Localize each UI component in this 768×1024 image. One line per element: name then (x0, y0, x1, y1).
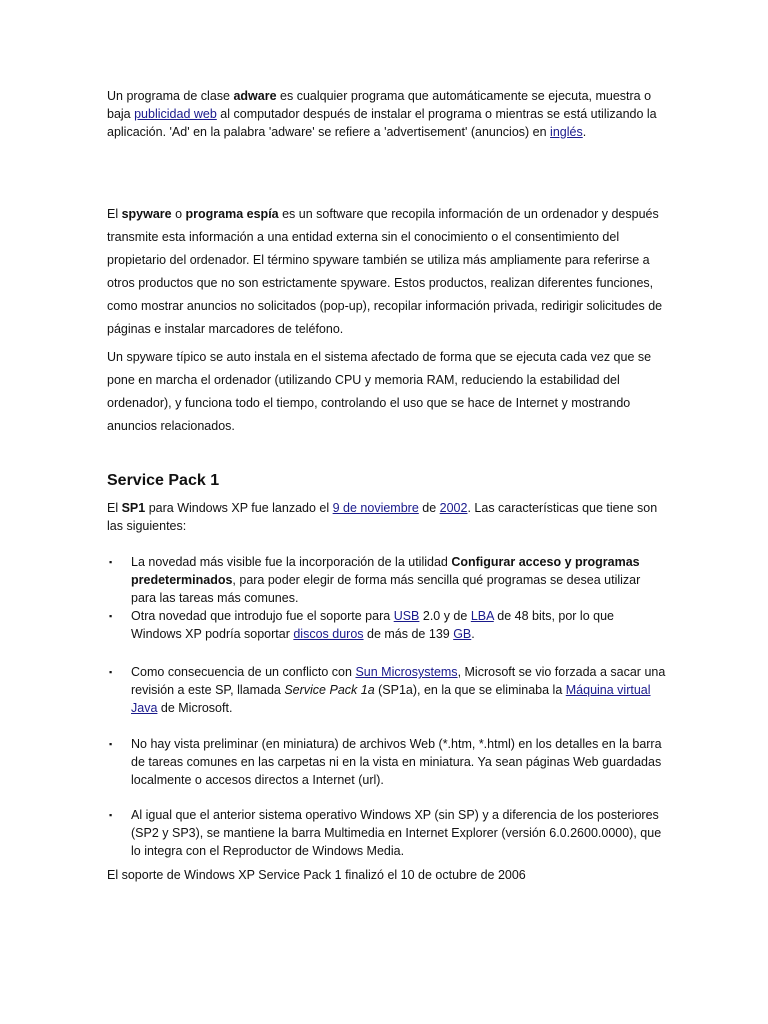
text-run: o (171, 207, 186, 221)
bold-term-programa-espia: programa espía (185, 207, 279, 221)
text-run: . Las características que tiene son las siguientes: (107, 501, 658, 533)
link-gb[interactable]: GB (453, 627, 472, 641)
bold-term-spyware: spyware (121, 207, 172, 221)
list-item (107, 553, 667, 607)
link-publicidad-web[interactable]: publicidad web (134, 107, 217, 121)
link-discos-duros[interactable]: discos duros (293, 627, 364, 641)
link-9-de-noviembre[interactable]: 9 de noviembre (332, 501, 419, 515)
text-run: es cualquier programa que automáticamente se ejecuta, muestra o baja (107, 89, 652, 121)
list-item (107, 806, 667, 860)
text-run: , para poder elegir de forma más sencilla qué programas se desea utilizar para las tareas más comunes. (131, 573, 641, 605)
text-run: . (471, 627, 475, 641)
bold-term-adware: adware (233, 89, 277, 103)
link-lba[interactable]: LBA (470, 609, 494, 623)
spyware-paragraph-1 (107, 203, 663, 341)
link-sun-microsystems[interactable]: Sun Microsystems (355, 665, 458, 679)
link-2002[interactable]: 2002 (439, 501, 468, 515)
section-heading-service-pack-1: Service Pack 1 (107, 472, 220, 489)
bullet-icon: ▪ (109, 557, 113, 567)
list-item (107, 607, 667, 643)
text-run: Al igual que el anterior sistema operativo Windows XP (sin SP) y a diferencia de los posteriores (SP2 y SP3), se mantiene la barra Multimedia en Internet Explorer (versión 6.0.2600.0000), que lo integra con el Reproductor de Windows Media. (131, 808, 662, 858)
bullet-icon: ▪ (109, 810, 113, 820)
text-run: La novedad más visible fue la incorporación de la utilidad (131, 555, 452, 569)
italic-term-service-pack-1a: Service Pack 1a (284, 683, 375, 697)
bullet-icon: ▪ (109, 667, 113, 677)
list-item (107, 735, 667, 789)
bullet-icon: ▪ (109, 739, 113, 749)
bullet-icon: ▪ (109, 611, 113, 621)
link-ingles[interactable]: inglés (550, 125, 583, 139)
link-maquina-virtual-java[interactable]: Máquina virtual Java (131, 683, 651, 715)
bold-term-sp1: SP1 (121, 501, 146, 515)
text-run: de más de 139 (363, 627, 454, 641)
text-run: para Windows XP fue lanzado el (145, 501, 333, 515)
text-run: Como consecuencia de un conflicto con (131, 665, 356, 679)
bold-term-configurar-acceso: Configurar acceso y programas predeterminados (131, 555, 640, 587)
text-run: El (107, 207, 122, 221)
text-run: al computador después de instalar el programa o mientras se está utilizando la aplicación. 'Ad' en la palabra 'adware' se refiere a 'advertisement' (anuncios) en (107, 107, 657, 139)
sp1-intro-paragraph (107, 499, 663, 535)
text-run: . (582, 125, 587, 139)
feature-list (107, 553, 667, 643)
feature-list-continued (107, 663, 667, 717)
text-run: de 48 bits, por lo que Windows XP podría soportar (131, 609, 614, 641)
text-run: , Microsoft se vio forzada a sacar una revisión a este SP, llamada (131, 665, 666, 697)
text-run: No hay vista preliminar (en miniatura) de archivos Web (*.htm, *.html) en los detalles en la barra de tareas comunes en las carpetas ni en la vista en miniatura. Ya sean páginas Web guardadas localmente o accesos directos a Internet (url). (131, 737, 662, 787)
text-run: 2.0 y de (419, 609, 471, 623)
link-usb[interactable]: USB (393, 609, 420, 623)
feature-list-continued-2 (107, 735, 667, 789)
text-run: de Microsoft. (157, 701, 233, 715)
adware-paragraph (107, 87, 663, 141)
text-run: Otra novedad que introdujo fue el soporte para (131, 609, 394, 623)
text-run: es un software que recopila información de un ordenador y después transmite esta información a una entidad externa sin el conocimiento o el consentimiento del propietario del ordenador. El término spyware también se utiliza más ampliamente para referirse a otros productos que no son estrictamente spyware. Estos productos, realizan diferentes funciones, como mostrar anuncios no solicitados (pop-up), recopilar información privada, redirigir solicitudes de páginas e instalar marcadores de teléfono. (107, 207, 663, 336)
text-run: El (107, 501, 122, 515)
spyware-paragraph-2: Un spyware típico se auto instala en el sistema afectado de forma que se ejecuta cada vez que se pone en marcha el ordenador (utilizando CPU y memoria RAM, reduciendo la estabilidad del ordenador), y funciona todo el tiempo, controlando el uso que se hace de Internet y mostrando anuncios relacionados. (107, 350, 652, 433)
text-run: Un programa de clase (107, 89, 234, 103)
text-run: (SP1a), en la que se eliminaba la (374, 683, 566, 697)
feature-list-continued-3 (107, 806, 667, 860)
list-item (107, 663, 667, 717)
text-run: de (418, 501, 440, 515)
sp1-closing-paragraph: El soporte de Windows XP Service Pack 1 finalizó el 10 de octubre de 2006 (107, 868, 526, 882)
